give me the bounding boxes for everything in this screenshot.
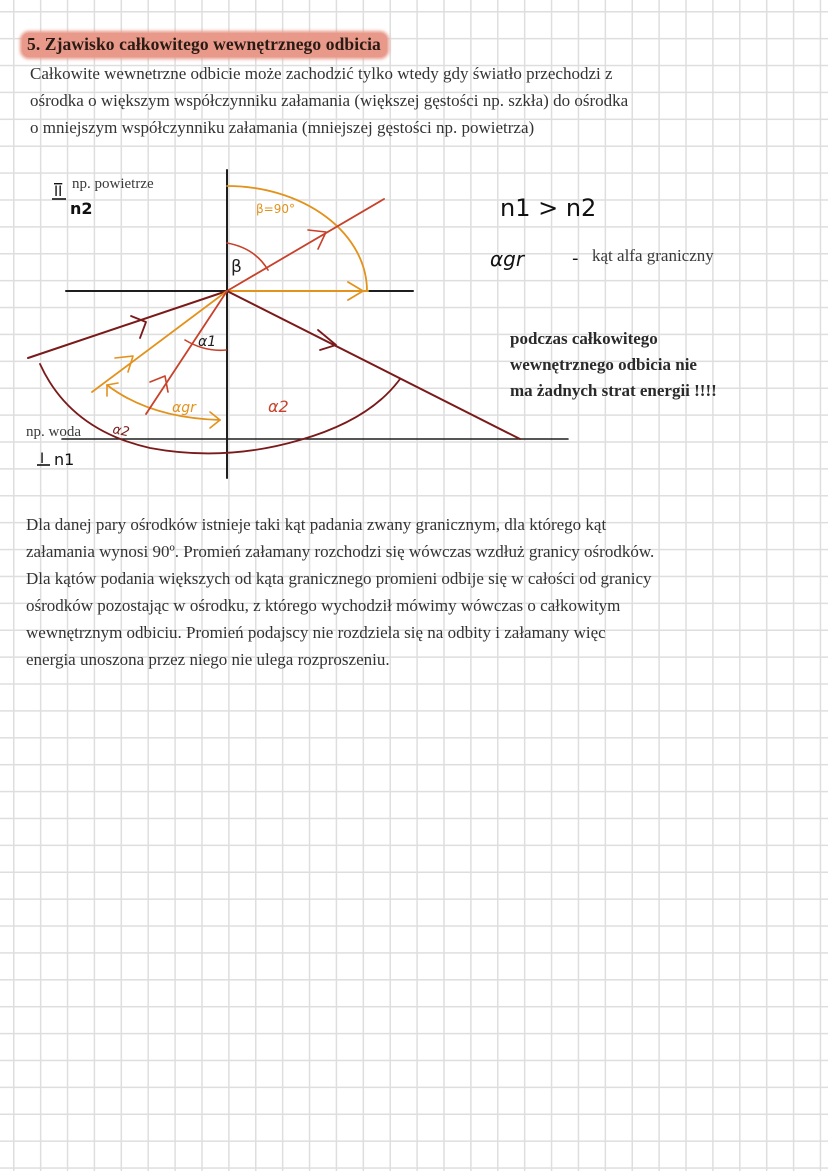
medium-bottom-symbol: n1 <box>54 450 75 469</box>
intro-line: o mniejszym współczynniku załamania (mniejszej gęstości np. powietrza) <box>30 118 535 137</box>
beta-90-arc <box>227 186 367 291</box>
medium-top-roman: II <box>54 184 63 200</box>
alpha2-arc <box>40 364 400 453</box>
medium-bottom-roman: I <box>40 451 45 467</box>
arrow-icon <box>308 230 326 249</box>
alpha-gr-label: αgr <box>172 400 196 416</box>
medium-top-label: np. powietrze <box>72 176 154 192</box>
body-line: energia unoszona przez niego nie ulega rozproszeniu. <box>26 650 390 669</box>
body-line: ośrodków pozostając w ośrodku, z którego wychodził mówimy wówczas o całkowitym <box>26 596 621 615</box>
alpha1-label: α1 <box>198 334 217 350</box>
body-line: Dla danej pary ośrodków istnieje taki kąt padania zwany granicznym, dla którego kąt <box>26 515 607 534</box>
beta-90-label: β=90° <box>256 202 295 216</box>
note-line: podczas całkowitego <box>510 329 658 348</box>
incident-ray <box>146 291 227 414</box>
alpha-gr-arc <box>107 385 220 420</box>
intro-line: ośrodka o większym współczynniku załamania (większej gęstości np. szkła) do ośrodka <box>30 91 629 110</box>
reflected-ray <box>227 291 520 439</box>
note-line: wewnętrznego odbicia nie <box>510 355 697 374</box>
explanation-paragraph <box>26 511 826 673</box>
medium-top-symbol: n2 <box>70 199 93 218</box>
medium-bottom-label: np. woda <box>26 424 81 440</box>
arrow-icon <box>115 356 133 372</box>
arrow-icon <box>318 330 336 350</box>
alpha-gr-description: kąt alfa graniczny <box>592 246 714 265</box>
note-line: ma żadnych strat energii !!!! <box>510 381 717 400</box>
body-line: Dla kątów podania większych od kąta granicznego promieni odbije się w całości od granicy <box>26 569 652 588</box>
body-line: wewnętrznym odbiciu. Promień podajscy nie rozdziela się na odbity i załamany więc <box>26 623 606 642</box>
intro-line: Całkowite wewnetrzne odbicie może zachodzić tylko wtedy gdy światło przechodzi z <box>30 64 613 83</box>
alpha-gr-symbol: αgr <box>490 247 525 271</box>
body-line: załamania wynosi 90º. Promień załamany rozchodzi się wówczas wzdłuż granicy ośrodków. <box>26 542 655 561</box>
index-relation: n1 > n2 <box>500 194 597 222</box>
section-title: 5. Zjawisko całkowitego wewnętrznego odbicia <box>22 33 387 57</box>
refracted-ray <box>227 199 384 291</box>
legend-dash: - <box>572 248 579 269</box>
beta-label: β <box>231 257 242 277</box>
alpha2-outer-label: α2 <box>111 422 131 441</box>
energy-note <box>510 326 717 404</box>
alpha2-inner-label: α2 <box>268 397 289 416</box>
